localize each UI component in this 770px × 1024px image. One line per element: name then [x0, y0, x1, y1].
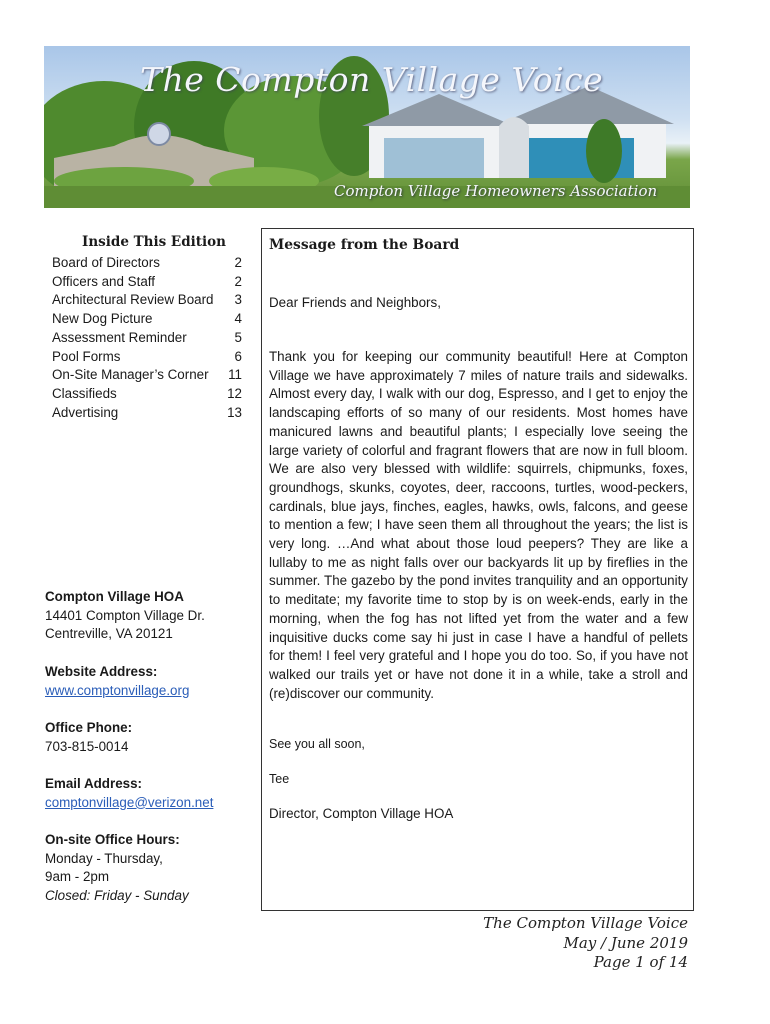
table-of-contents	[52, 234, 242, 422]
toc-label: Architectural Review Board	[52, 292, 214, 308]
message-signature: Tee	[269, 772, 290, 786]
hours-time: 9am - 2pm	[45, 869, 109, 885]
toc-label: Board of Directors	[52, 255, 160, 270]
org-name: Compton Village HOA	[45, 589, 184, 604]
contact-info	[45, 588, 255, 906]
phone-number: 703-815-0014	[45, 738, 129, 754]
toc-page: 12	[227, 385, 242, 401]
toc-label: Advertising	[52, 404, 119, 420]
message-body: Thank you for keeping our community beautiful! Here at Compton Village we have approximately 7 miles of nature trails and sidewalks. Almost every day, I walk with our dog, Espresso, and I get to enjoy the landscaping efforts of so many of our residents. Most homes have manicured lawns and beautiful plants; I especially love seeing the large variety of colorful and fragrant flowers that are now in full bloom. We are also very blessed with wildlife: squirrels, chipmunks, foxes, groundhogs, skunks, coyotes, deer, raccoons, turtles, wood-peckers, cardinals, blue jays, finches, eagles, hawks, owls, falcons, and geese to mention a few; I have seen them all throughout the years; the list is very long. …And what about those loud peepers? They are like a lullaby to me as night falls over our backyards lit up by fireflies in the summer. The gazebo by the pond invites tranquility and an opportunity to meditate; my favorite time to stop by is on week-ends, early in the morning, when the fog has not lifted yet from the water and a few inquisitive ducks come say hi just in case I have a handful of pellets for them! I feel very grateful and I hope you do too. So, if you have not walked our trails yet or have not done it in a while, take a stroll and (re)discover our community.	[269, 349, 688, 701]
phone-label: Office Phone:	[45, 719, 133, 735]
toc-label: Pool Forms	[52, 348, 121, 364]
address-line-2: Centreville, VA 20121	[45, 626, 173, 642]
toc-item	[52, 348, 242, 367]
toc-label: Classifieds	[52, 385, 117, 401]
email-label: Email Address:	[45, 775, 142, 791]
toc-page: 6	[234, 348, 242, 364]
email-link[interactable]: comptonvillage@verizon.net	[45, 794, 214, 810]
toc-label: Officers and Staff	[52, 273, 155, 289]
toc-page: 3	[234, 292, 242, 308]
toc-item	[52, 291, 242, 310]
address-line-1: 14401 Compton Village Dr.	[45, 607, 205, 623]
board-message-box	[261, 228, 694, 911]
hours-label: On-site Office Hours:	[45, 832, 180, 848]
toc-label: Assessment Reminder	[52, 329, 187, 345]
association-name: Compton Village Homeowners Association	[334, 182, 658, 200]
newsletter-title: The Compton Village Voice	[140, 60, 604, 99]
toc-item	[52, 404, 242, 423]
toc-page: 4	[234, 311, 242, 327]
message-greeting: Dear Friends and Neighbors,	[269, 295, 441, 310]
message-title: Message from the Board	[269, 237, 460, 253]
closed-days: Closed: Friday - Sunday	[45, 888, 189, 904]
toc-page: 11	[228, 367, 242, 383]
toc-page: 2	[234, 273, 242, 289]
toc-item	[52, 273, 242, 292]
toc-item	[52, 366, 242, 385]
page-footer	[483, 914, 688, 973]
toc-item	[52, 385, 242, 404]
website-link[interactable]: www.comptonvillage.org	[45, 682, 190, 698]
signer-role: Director, Compton Village HOA	[269, 806, 454, 821]
masthead-banner	[44, 46, 690, 208]
footer-issue: May / June 2019	[563, 933, 688, 952]
toc-item	[52, 310, 242, 329]
hours-days: Monday - Thursday,	[45, 850, 163, 866]
footer-page-number: Page 1 of 14	[593, 953, 688, 971]
website-label: Website Address:	[45, 663, 158, 679]
footer-publication: The Compton Village Voice	[483, 914, 688, 932]
toc-page: 2	[234, 255, 242, 270]
toc-item	[52, 254, 242, 273]
toc-item	[52, 329, 242, 348]
toc-label: On-Site Manager’s Corner	[52, 367, 209, 383]
toc-page: 5	[234, 329, 242, 345]
message-closing: See you all soon,	[269, 737, 365, 751]
toc-heading: Inside This Edition	[82, 234, 226, 250]
toc-page: 13	[227, 404, 242, 420]
toc-label: New Dog Picture	[52, 311, 153, 327]
